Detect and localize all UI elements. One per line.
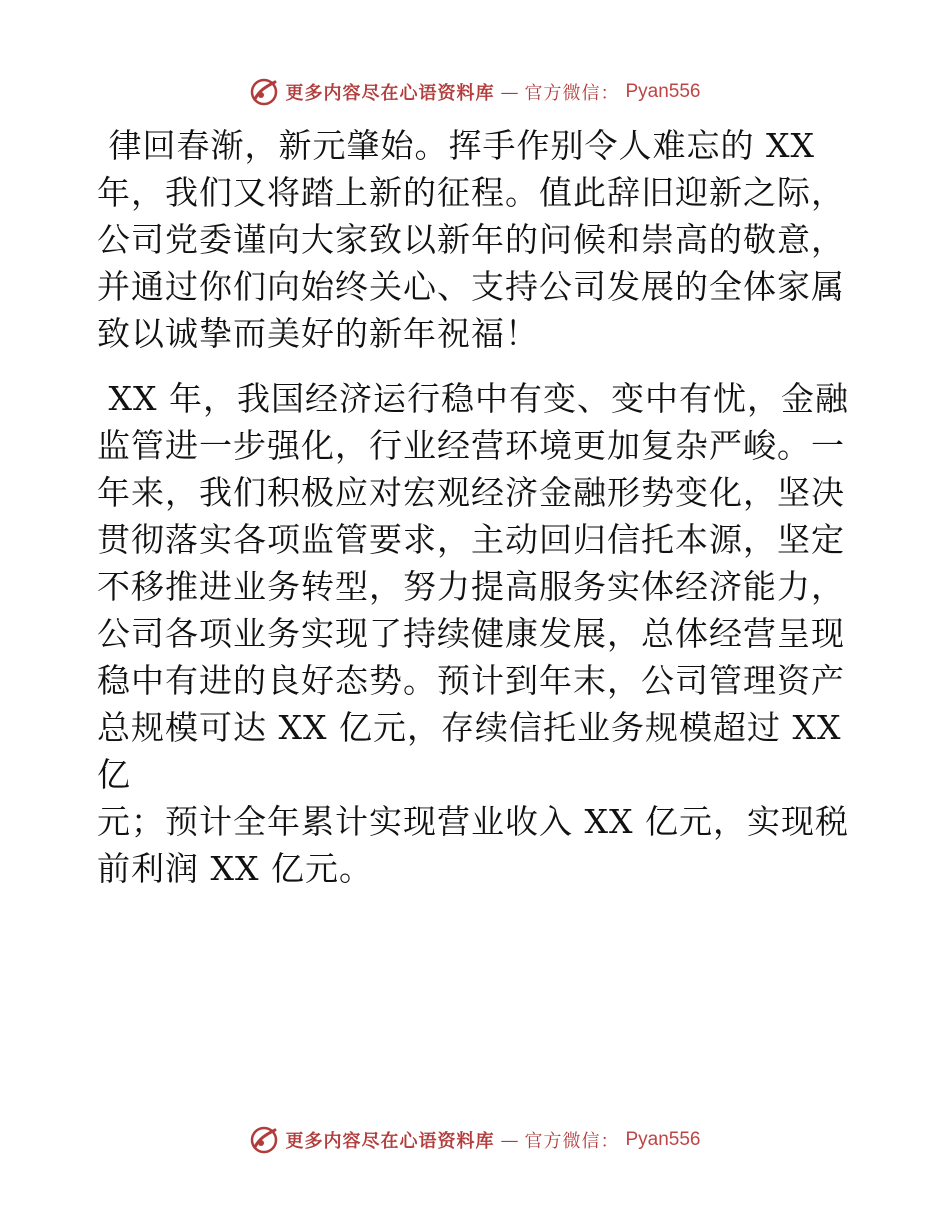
footer-banner-separator: —: [500, 1129, 519, 1151]
footer-wechat-id: Pyan556: [625, 1129, 701, 1150]
footer-site-name: 更多内容尽在心语资料库: [285, 1131, 495, 1152]
wechat-label: 官方微信：: [524, 83, 620, 104]
ink-brush-logo-icon: [249, 1125, 279, 1155]
banner-separator: —: [500, 81, 519, 103]
ink-brush-logo-icon: [249, 77, 279, 107]
wechat-id: Pyan556: [625, 81, 701, 102]
paragraph-review: XX 年，我国经济运行稳中有变、变中有忧，金融 监管进一步强化，行业经营环境更加复杂严峻。一 年来，我们积极应对宏观经济金融形势变化，坚决 贯彻落实各项监管要求，主动回归信托本源，坚定 不移推进业务转型，努力提高服务实体经济能力， 公司各项业务实现了持续健康发展，总体经营呈现 稳中有进的良好态势。预计到年末，公司管理资产 总规模可达 XX 亿元，存续信托业务规模超过 XX 亿 元；预计全年累计实现营业收入 XX 亿元，实现税 前利润 XX 亿元。: [97, 379, 849, 888]
document-body: [97, 122, 857, 892]
paragraph-greeting: 律回春渐，新元肇始。挥手作别令人难忘的 XX 年，我们又将踏上新的征程。值此辞旧迎新之际， 公司党委谨向大家致以新年的问候和崇高的敬意， 并通过你们向始终关心、支持公司发展的全体家属 致以诚挚而美好的新年祝福！: [97, 126, 845, 353]
footer-banner: [0, 1120, 950, 1160]
footer-wechat-label: 官方微信：: [524, 1131, 620, 1152]
site-name: 更多内容尽在心语资料库: [285, 83, 495, 104]
header-banner: [0, 72, 950, 112]
